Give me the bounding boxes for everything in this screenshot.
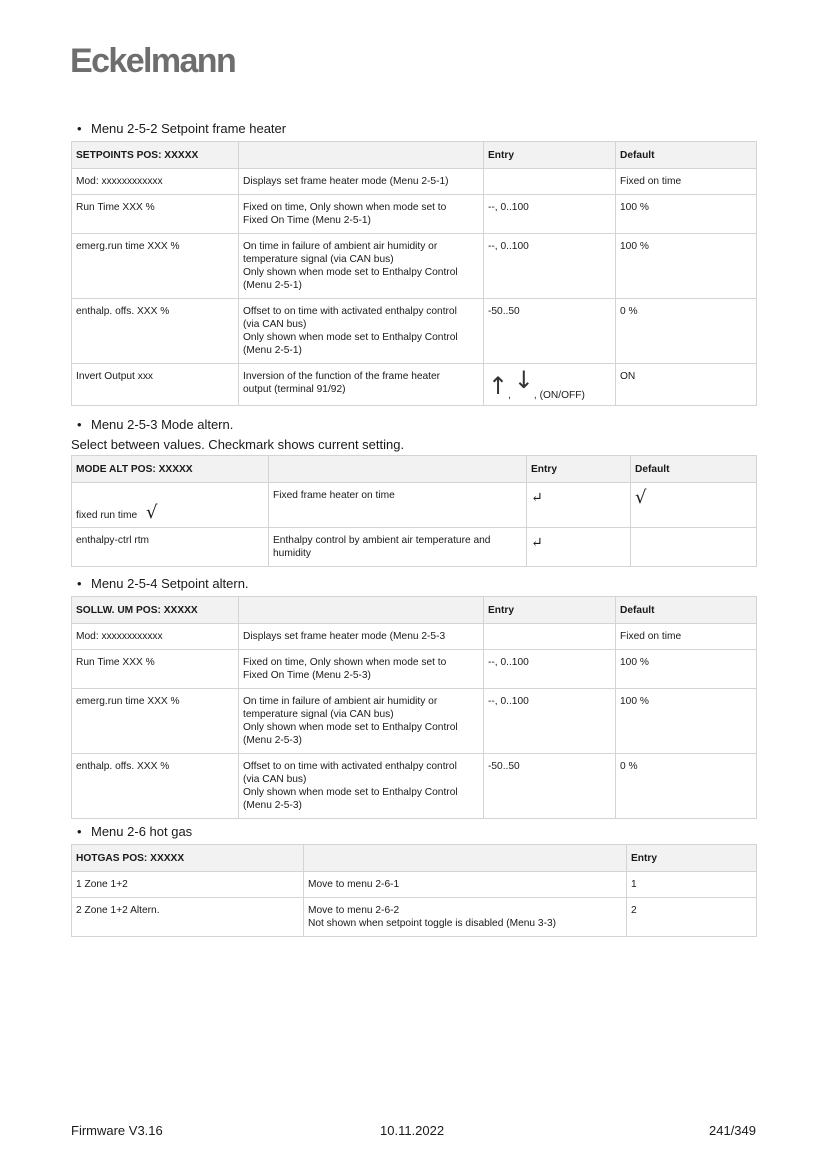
row-default: 100 % [616, 195, 757, 234]
row-default: 0 % [616, 299, 757, 364]
table-row [72, 650, 757, 689]
row-description: Fixed on time, Only shown when mode set to Fixed On Time (Menu 2-5-3) [239, 650, 484, 689]
row-entry: --, 0..100 [484, 689, 616, 754]
table-row [72, 234, 757, 299]
row-description: Displays set frame heater mode (Menu 2-5-3 [239, 624, 484, 650]
table-row [72, 195, 757, 234]
row-description: Displays set frame heater mode (Menu 2-5-1) [239, 169, 484, 195]
header-cell: Entry [527, 456, 631, 483]
table-row[interactable] [72, 872, 757, 898]
row-description: On time in failure of ambient air humidity or temperature signal (via CAN bus) Only shown when mode set to Enthalpy Control (Menu 2-5-1) [239, 234, 484, 299]
row-label: Mod: xxxxxxxxxxxx [72, 169, 239, 195]
separator: , [508, 390, 511, 401]
arrow-up-icon: ↑ [488, 372, 509, 400]
table-header-row [72, 142, 757, 169]
entry-text: (ON/OFF) [539, 390, 585, 401]
header-cell: SETPOINTS POS: XXXXX [72, 142, 239, 169]
row-description: Inversion of the function of the frame heater output (terminal 91/92) [239, 364, 484, 406]
section-hot-gas [71, 824, 756, 937]
row-default [631, 483, 757, 528]
header-cell: Entry [484, 142, 616, 169]
section-heading: • Menu 2-6 hot gas [77, 824, 193, 839]
row-default [631, 528, 757, 567]
table-header-row [72, 597, 757, 624]
row-entry [484, 169, 616, 195]
checkmark-icon: √ [635, 487, 647, 508]
table-row [72, 169, 757, 195]
header-cell: Default [631, 456, 757, 483]
row-entry [484, 364, 616, 406]
row-entry: -50..50 [484, 754, 616, 819]
section-setpoint-altern [71, 576, 756, 819]
row-default: 100 % [616, 234, 757, 299]
row-entry: 1 [627, 872, 757, 898]
header-cell: Entry [484, 597, 616, 624]
row-label: fixed run time √ [72, 483, 269, 528]
header-cell: Entry [627, 845, 757, 872]
row-entry: --, 0..100 [484, 234, 616, 299]
header-cell: Default [616, 142, 757, 169]
row-entry [527, 483, 631, 528]
row-label: enthalp. offs. XXX % [72, 754, 239, 819]
row-label: enthalpy-ctrl rtm [72, 528, 269, 567]
row-description: Move to menu 2-6-2 Not shown when setpoint toggle is disabled (Menu 3-3) [304, 898, 627, 937]
row-description: Offset to on time with activated enthalpy control (via CAN bus) Only shown when mode set to Enthalpy Control (Menu 2-5-3) [239, 754, 484, 819]
row-label: 1 Zone 1+2 [72, 872, 304, 898]
row-label: 2 Zone 1+2 Altern. [72, 898, 304, 937]
row-entry: -50..50 [484, 299, 616, 364]
table-header-row [72, 456, 757, 483]
row-default: 100 % [616, 689, 757, 754]
table-row [72, 364, 757, 406]
header-cell: SOLLW. UM POS: XXXXX [72, 597, 239, 624]
row-description: Fixed on time, Only shown when mode set to Fixed On Time (Menu 2-5-1) [239, 195, 484, 234]
footer-date: 10.11.2022 [380, 1123, 445, 1138]
row-default: 0 % [616, 754, 757, 819]
footer-firmware: Firmware V3.16 [71, 1123, 163, 1138]
sollw-table [71, 596, 757, 819]
header-cell: MODE ALT POS: XXXXX [72, 456, 269, 483]
row-label: Run Time XXX % [72, 195, 239, 234]
enter-icon: ↵ [531, 535, 543, 551]
section-mode-altern [71, 417, 756, 567]
row-default: 100 % [616, 650, 757, 689]
row-description: Fixed frame heater on time [269, 483, 527, 528]
header-cell [304, 845, 627, 872]
header-cell [269, 456, 527, 483]
header-cell [239, 597, 484, 624]
company-logo: Eckelmann [70, 42, 236, 80]
section-setpoint-frame-heater [71, 121, 756, 406]
row-description: Offset to on time with activated enthalpy control (via CAN bus) Only shown when mode set to Enthalpy Control (Menu 2-5-1) [239, 299, 484, 364]
row-description: Enthalpy control by ambient air temperature and humidity [269, 528, 527, 567]
enter-icon: ↵ [531, 490, 543, 506]
table-row [72, 299, 757, 364]
row-entry [527, 528, 631, 567]
table-row[interactable] [72, 898, 757, 937]
row-default: ON [616, 364, 757, 406]
row-entry: --, 0..100 [484, 195, 616, 234]
row-default: Fixed on time [616, 169, 757, 195]
setpoints-table [71, 141, 757, 406]
header-cell [239, 142, 484, 169]
header-cell: Default [616, 597, 757, 624]
row-label: emerg.run time XXX % [72, 689, 239, 754]
checkmark-icon: √ [146, 502, 158, 523]
row-entry: --, 0..100 [484, 650, 616, 689]
row-entry [484, 624, 616, 650]
row-label: emerg.run time XXX % [72, 234, 239, 299]
table-row [72, 754, 757, 819]
row-label: Run Time XXX % [72, 650, 239, 689]
hotgas-table [71, 844, 757, 937]
section-heading: • Menu 2-5-2 Setpoint frame heater [77, 121, 287, 136]
separator: , [533, 390, 537, 401]
arrow-down-icon: ↓ [513, 366, 534, 394]
row-description: On time in failure of ambient air humidity or temperature signal (via CAN bus) Only shown when mode set to Enthalpy Control (Menu 2-5-3) [239, 689, 484, 754]
table-row[interactable] [72, 528, 757, 567]
row-description: Move to menu 2-6-1 [304, 872, 627, 898]
section-heading: • Menu 2-5-3 Mode altern. [77, 417, 234, 432]
row-label: Invert Output xxx [72, 364, 239, 406]
mode-alt-table [71, 455, 757, 567]
section-note: Select between values. Checkmark shows current setting. [71, 437, 405, 452]
table-header-row [72, 845, 757, 872]
table-row [72, 624, 757, 650]
row-entry: 2 [627, 898, 757, 937]
row-default: Fixed on time [616, 624, 757, 650]
header-cell: HOTGAS POS: XXXXX [72, 845, 304, 872]
table-row [72, 689, 757, 754]
row-label: enthalp. offs. XXX % [72, 299, 239, 364]
table-row[interactable] [72, 483, 757, 528]
row-label: Mod: xxxxxxxxxxxx [72, 624, 239, 650]
footer-page-number: 241/349 [709, 1123, 756, 1138]
section-heading: • Menu 2-5-4 Setpoint altern. [77, 576, 249, 591]
